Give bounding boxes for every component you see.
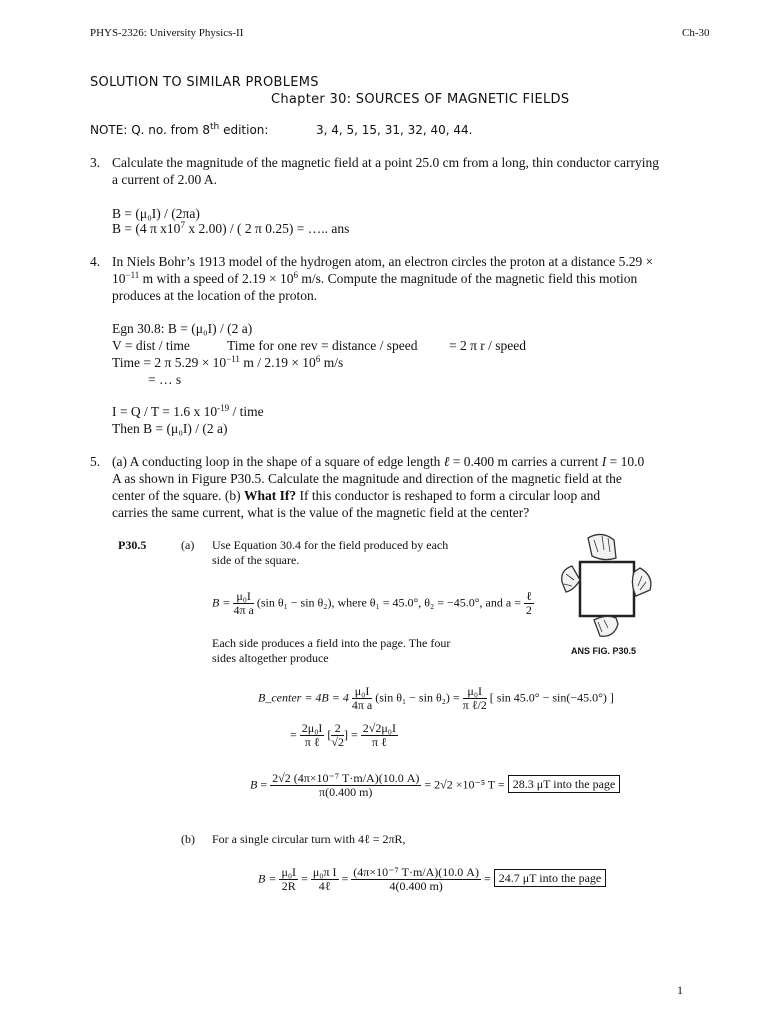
part-b-instruction: For a single circular turn with 4ℓ = 2πR, bbox=[212, 832, 406, 846]
q4-period: Time for one rev = distance / speed bbox=[227, 338, 418, 353]
part-a-label: (a) bbox=[181, 538, 195, 552]
numeric-evaluation: B = $\frac{\text{2√2 (4π×10⁻⁷ T·m/A)(10.0 A)}}{\pi(0.400 m)}$ = 2√2 ×10⁻⁵ T = 28.3 μT into the page bbox=[250, 772, 620, 799]
answer-b-box: 24.7 μT into the page bbox=[494, 869, 607, 887]
question-4: 4. In Niels Bohr’s 1913 model of the hydrogen atom, an electron circles the proton at a distance 5.29 × $10^{-11}$ m with a speed of $2.19 \times 10^6$ m/s. Compute the magnitude of the magnetic field this motion produces at the location of the proton. bbox=[90, 254, 654, 303]
question-3: 3. Calculate the magnitude of the magnetic field at a point 25.0 cm from a long, thin conductor carrying a current of 2.00 A. bbox=[90, 155, 659, 187]
part-a-instruction-1: Use Equation 30.4 for the field produced by each bbox=[212, 538, 449, 552]
each-side-text-1: Each side produces a field into the page. The four bbox=[212, 636, 451, 650]
circular-loop-equation: B = $\frac{\text{μ₀I}}{2R}$ = $\frac{\text{μ₀π I}}{\text{4ℓ}}$ = $\frac{\text{(4π×10⁻⁷ T·m/A)(10.0 A)}}{4(0.400 m)}$ = 24.7 μT into the page bbox=[258, 866, 606, 893]
biot-savart-equation: B = $\frac{\text{μ₀I}}{\text{4π a}}$ (sin θ₁ − sin θ₂), where θ₁ = 45.0°, θ₂ = −45.0°, and a = $\frac{\text{ℓ}}{2}$ bbox=[212, 589, 532, 617]
answer-a-box: 28.3 μT into the page bbox=[508, 775, 621, 793]
q4-current: I = Q / T = 1.6 x $10^{-19}$ / time bbox=[112, 403, 264, 419]
b-center-equation: B_center = 4B = 4 $\frac{\text{μ₀I}}{\text{4π a}}$ (sin θ₁ − sin θ₂) = $\frac{\text{μ₀I}}{\text{π ℓ/2}}$ [ sin 45.0° − sin(−45.0°) ] bbox=[258, 684, 614, 712]
edition-note: NOTE: Q. no. from 8th edition: bbox=[90, 122, 269, 137]
square-loop-hands-figure bbox=[558, 528, 658, 646]
page-number: 1 bbox=[677, 983, 683, 997]
q4-equation: Egn 30.8: B = (μ₀I) / (2 a) bbox=[112, 321, 253, 336]
q3-calculation: B = (4 π $x10^7$ x 2.00) / ( 2 π 0.25) = ….. ans bbox=[112, 220, 350, 236]
document-title: SOLUTION TO SIMILAR PROBLEMS bbox=[90, 75, 319, 90]
chapter-title: Chapter 30: SOURCES OF MAGNETIC FIELDS bbox=[271, 92, 570, 107]
solution-label: P30.5 bbox=[118, 538, 147, 552]
q4-period-formula: = 2 π r / speed bbox=[449, 338, 527, 353]
figure-caption: ANS FIG. P30.5 bbox=[571, 646, 637, 656]
q4-velocity: V = dist / time bbox=[112, 338, 190, 353]
q4-time-result: = … s bbox=[148, 372, 182, 387]
q4-time-calc: Time = 2 π $5.29 \times 10^{-11}$ $m / 2.19 \times 10^6$ m/s bbox=[112, 354, 344, 370]
each-side-text-2: sides altogether produce bbox=[212, 651, 329, 665]
chapter-code: Ch-30 bbox=[682, 27, 710, 39]
part-a-instruction-2: side of the square. bbox=[212, 553, 300, 567]
b-center-simplified: = $\frac{\text{2μ₀I}}{\text{π ℓ}}$ [ $\frac{2}{√2}$ ] = $\frac{\text{2√2μ₀I}}{\text{π ℓ}}$ bbox=[290, 721, 396, 749]
part-b-label: (b) bbox=[181, 832, 195, 846]
q4-field: Then B = (μ₀I) / (2 a) bbox=[112, 421, 228, 436]
course-header: PHYS-2326: University Physics-II bbox=[90, 27, 244, 39]
q3-formula: B = (μ₀I) / (2πa) bbox=[112, 206, 200, 221]
problem-numbers: 3, 4, 5, 15, 31, 32, 40, 44. bbox=[316, 123, 473, 137]
question-5: 5. (a) A conducting loop in the shape of a square of edge length ℓ = 0.400 m carries a current I = 10.0 A as shown in Figure P30.5. Calculate the magnitude and direction of the magnetic field at the center of the square. (b) What If? If this conductor is reshaped to form a circular loop and carries the same current, what is the value of the magnetic field at the center? bbox=[90, 454, 645, 520]
